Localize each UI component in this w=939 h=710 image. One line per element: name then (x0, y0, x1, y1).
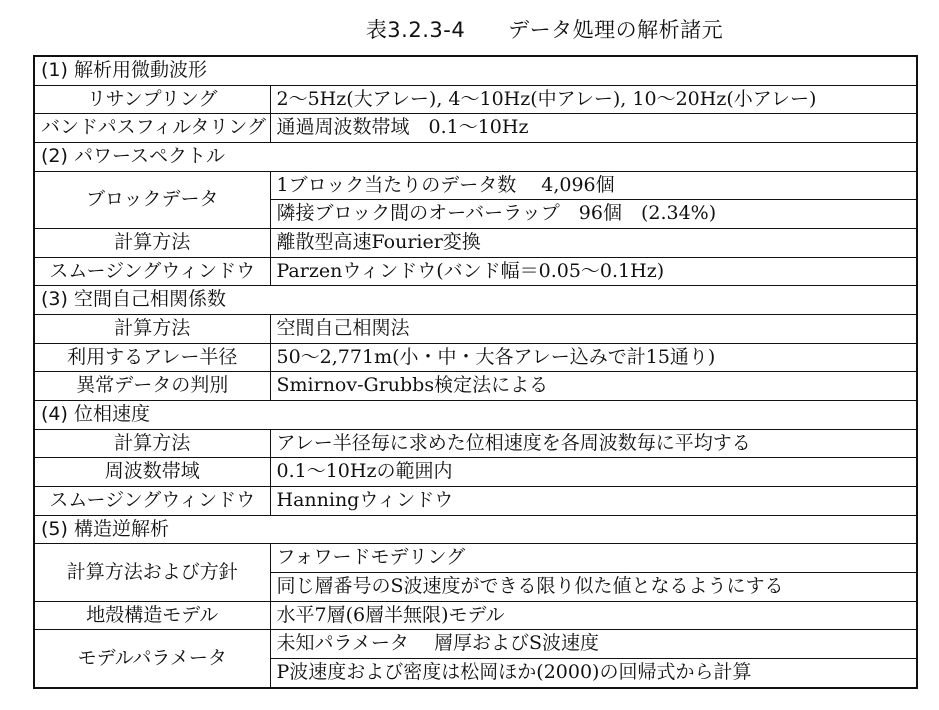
row-value: 50～2,771m(小・中・大各アレー込みで計15通り) (270, 343, 917, 372)
row-value: 水平7層(6層半無限)モデル (270, 601, 917, 630)
table-row (34, 458, 917, 487)
row-value: 未知パラメータ 層厚およびS波速度 (270, 630, 917, 659)
row-value: 1ブロック当たりのデータ数 4,096個 (270, 171, 917, 200)
row-label: モデルパラメータ (34, 630, 270, 688)
table-row (34, 601, 917, 630)
row-label: 周波数帯域 (34, 458, 270, 487)
row-value: Parzenウィンドウ(バンド幅＝0.05～0.1Hz) (270, 257, 917, 286)
table-row (34, 114, 917, 143)
section-heading: (5) 構造逆解析 (34, 515, 917, 544)
row-value: Hanningウィンドウ (270, 486, 917, 515)
table-row (34, 372, 917, 401)
section-heading: (3) 空間自己相関係数 (34, 286, 917, 315)
table-row (34, 229, 917, 258)
table-row (34, 486, 917, 515)
section-header-row (34, 143, 917, 172)
row-value: フォワードモデリング (270, 544, 917, 573)
row-value: 通過周波数帯域 0.1～10Hz (270, 114, 917, 143)
section-heading: (2) パワースペクトル (34, 143, 917, 172)
row-label: 地殻構造モデル (34, 601, 270, 630)
section-heading: (4) 位相速度 (34, 401, 917, 430)
row-label: ブロックデータ (34, 171, 270, 228)
row-value: 離散型高速Fourier変換 (270, 229, 917, 258)
table-row (34, 257, 917, 286)
section-header-row (34, 515, 917, 544)
section-heading: (1) 解析用微動波形 (34, 56, 917, 85)
row-label: 利用するアレー半径 (34, 343, 270, 372)
row-label: スムージングウィンドウ (34, 486, 270, 515)
table-row (34, 343, 917, 372)
table-row (34, 315, 917, 344)
row-label: リサンプリング (34, 85, 270, 114)
row-value: Smirnov-Grubbs検定法による (270, 372, 917, 401)
table-row (34, 85, 917, 114)
section-header-row (34, 401, 917, 430)
row-value: アレー半径毎に求めた位相速度を各周波数毎に平均する (270, 429, 917, 458)
table-row (34, 544, 917, 573)
row-label: 計算方法 (34, 229, 270, 258)
row-value: 空間自己相関法 (270, 315, 917, 344)
row-label: 異常データの判別 (34, 372, 270, 401)
table-title: 表3.2.3-4 データ処理の解析諸元 (365, 18, 724, 42)
row-value: 0.1～10Hzの範囲内 (270, 458, 917, 487)
row-value: 2～5Hz(大アレー), 4～10Hz(中アレー), 10～20Hz(小アレー) (270, 85, 917, 114)
row-label: 計算方法および方針 (34, 544, 270, 601)
row-value: 隣接ブロック間のオーバーラップ 96個 (2.34%) (270, 200, 917, 229)
analysis-spec-table (33, 55, 918, 689)
section-header-row (34, 56, 917, 85)
table-row (34, 171, 917, 200)
row-value: P波速度および密度は松岡ほか(2000)の回帰式から計算 (270, 658, 917, 688)
row-label: 計算方法 (34, 315, 270, 344)
section-header-row (34, 286, 917, 315)
row-value: 同じ層番号のS波速度ができる限り似た値となるようにする (270, 572, 917, 601)
table-row (34, 630, 917, 659)
row-label: スムージングウィンドウ (34, 257, 270, 286)
table-row (34, 429, 917, 458)
row-label: 計算方法 (34, 429, 270, 458)
row-label: バンドパスフィルタリング (34, 114, 270, 143)
